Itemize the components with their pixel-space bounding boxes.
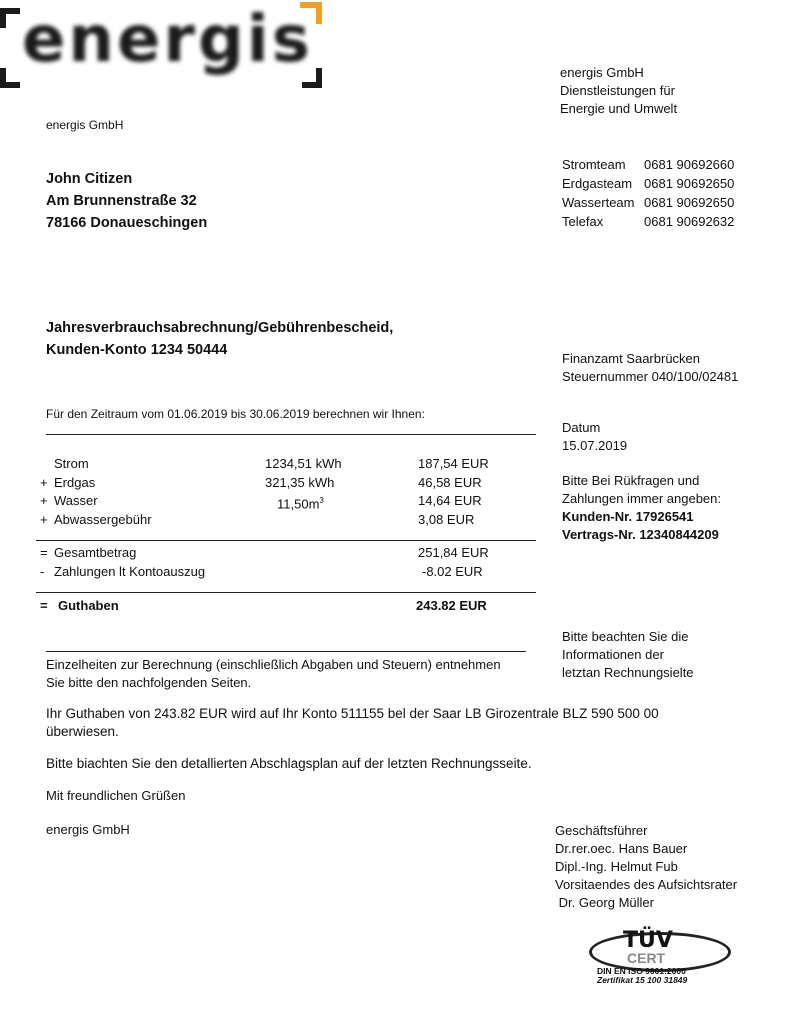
- company-info-line1: energis GmbH: [560, 65, 644, 80]
- item-quantity: 321,35 kWh: [265, 474, 335, 490]
- totals: [40, 544, 540, 582]
- item-quantity-value: 11,50m: [277, 496, 320, 512]
- item-quantity: 1234,51 kWh: [265, 456, 342, 471]
- line-item: [40, 455, 540, 474]
- total-prefix: =: [40, 545, 48, 560]
- contract-number: Vertrags-Nr. 12340844209: [562, 527, 719, 542]
- notice-line1: Bitte beachten Sie die: [562, 629, 689, 644]
- seal-cert: CERT: [627, 950, 666, 966]
- item-quantity-unit-exponent: 3: [319, 496, 324, 505]
- item-amount: 187,54 EUR: [418, 456, 489, 471]
- logo-bracket-top-left: [0, 8, 20, 28]
- refund-paragraph: [46, 705, 659, 741]
- credit-amount: 243.82 EUR: [416, 598, 487, 613]
- item-prefix: +: [40, 474, 48, 490]
- contact-number: 0681 90692632: [644, 214, 735, 229]
- payments-amount: -8.02 EUR: [422, 564, 483, 579]
- item-label: Abwassergebühr: [54, 511, 152, 527]
- recipient-street: Am Brunnenstraße 32: [46, 193, 197, 209]
- total-amount: 251,84 EUR: [418, 545, 489, 560]
- energis-logo: [0, 0, 330, 92]
- item-prefix: +: [40, 511, 48, 527]
- tax-office: Finanzamt Saarbrücken: [562, 351, 701, 366]
- details-line1: Einzelheiten zur Berechnung (einschließlich Abgaben und Steuern) entnehmen: [46, 657, 501, 672]
- management-line1: Dr.rer.oec. Hans Bauer: [555, 841, 688, 856]
- contact-row: [562, 175, 762, 194]
- item-label: Erdgas: [54, 474, 96, 490]
- inquiry-line2: Zahlungen immer angeben:: [562, 491, 721, 506]
- contact-number: 0681 90692660: [644, 157, 735, 172]
- contact-row: [562, 156, 762, 175]
- document-date: [562, 419, 627, 455]
- document-title-line2: Kunden-Konto 1234 50444: [46, 342, 228, 358]
- document-title-line1: Jahresverbrauchsabrechnung/Gebührenbescheid,: [46, 320, 394, 336]
- notice-line2: Informationen der: [562, 647, 664, 662]
- schedule-note: Bitte biachten Sie den detallierten Abschlagsplan auf der letzten Rechnungsseite.: [46, 756, 532, 771]
- item-amount: 14,64 EUR: [418, 493, 482, 508]
- billing-period: Für den Zeitraum vom 01.06.2019 bis 30.06.2019 berechnen wir Ihnen:: [46, 407, 425, 421]
- recipient-city: 78166 Donaueschingen: [46, 215, 208, 231]
- item-label: Strom: [54, 456, 89, 471]
- company-info: [560, 64, 677, 118]
- date-value: 15.07.2019: [562, 438, 628, 453]
- logo-text: energis: [22, 3, 313, 77]
- refund-line2: überwiesen.: [46, 724, 119, 739]
- management-line2: Dipl.-Ing. Helmut Fub: [555, 859, 678, 874]
- customer-number: Kunden-Nr. 17926541: [562, 509, 694, 524]
- credit-row: [40, 597, 540, 616]
- recipient-name: John Citizen: [46, 171, 133, 187]
- management-line3: Vorsitaendes des Aufsichtsrater: [555, 877, 738, 892]
- company-info-line3: Energie und Umwelt: [560, 101, 678, 116]
- line-item: [40, 511, 540, 530]
- consumption-items: [40, 455, 540, 529]
- tax-info: [562, 350, 738, 386]
- total-row: [40, 544, 540, 563]
- contact-label: Erdgasteam: [562, 176, 633, 191]
- seal-certificate: Zertifikat 15 100 31849: [597, 975, 688, 985]
- greeting: Mit freundlichen Grüßen: [46, 788, 186, 803]
- sender-line: energis GmbH: [46, 118, 124, 132]
- tax-number: Steuernummer 040/100/02481: [562, 369, 739, 384]
- date-label: Datum: [562, 420, 601, 435]
- logo-bracket-bottom-left: [0, 68, 20, 88]
- notice-box: [562, 628, 694, 682]
- item-label: Wasser: [54, 493, 98, 508]
- details-line2: Sie bitte den nachfolgenden Seiten.: [46, 675, 252, 690]
- inquiry-line1: Bitte Bei Rükfragen und: [562, 473, 700, 488]
- divider: [46, 651, 526, 652]
- item-prefix: +: [40, 493, 48, 508]
- payments-row: [40, 563, 540, 582]
- contact-row: [562, 194, 762, 213]
- recipient-address: [46, 168, 207, 234]
- document-title: [46, 317, 393, 361]
- credit-label: Guthaben: [58, 598, 119, 613]
- credit-row-content: [40, 597, 540, 616]
- tuv-cert-seal: [583, 928, 733, 984]
- contact-label: Wasserteam: [562, 195, 635, 210]
- seal-word: TÜV: [623, 928, 673, 953]
- item-amount: 3,08 EUR: [418, 511, 475, 527]
- company-info-line2: Dienstleistungen für: [560, 83, 675, 98]
- divider: [36, 592, 536, 593]
- payments-label: Zahlungen lt Kontoauszug: [54, 564, 206, 579]
- seal-standard: DIN EN ISO 9001:2000: [597, 966, 686, 976]
- payments-prefix: -: [40, 564, 45, 579]
- line-item: [40, 474, 540, 493]
- item-amount: 46,58 EUR: [418, 474, 482, 490]
- contact-label: Stromteam: [562, 157, 626, 172]
- contact-row: [562, 213, 762, 232]
- signature: energis GmbH: [46, 822, 130, 837]
- contact-list: [562, 156, 762, 232]
- divider: [36, 540, 536, 541]
- credit-prefix: =: [40, 598, 48, 613]
- management-title: Geschäftsführer: [555, 823, 648, 838]
- total-label: Gesamtbetrag: [54, 545, 137, 560]
- notice-line3: letztan Rechnungsielte: [562, 665, 694, 680]
- inquiry-info: [562, 472, 721, 544]
- line-item: [40, 492, 540, 511]
- details-paragraph: [46, 656, 501, 692]
- divider: [46, 434, 536, 435]
- refund-line1: Ihr Guthaben von 243.82 EUR wird auf Ihr Konto 511155 bel der Saar LB Girozentrale BLZ 590 500 00: [46, 706, 659, 721]
- management-board: [555, 822, 737, 912]
- contact-number: 0681 90692650: [644, 195, 735, 210]
- contact-number: 0681 90692650: [644, 176, 735, 191]
- management-line4: Dr. Georg Müller: [555, 895, 654, 910]
- contact-label: Telefax: [562, 214, 604, 229]
